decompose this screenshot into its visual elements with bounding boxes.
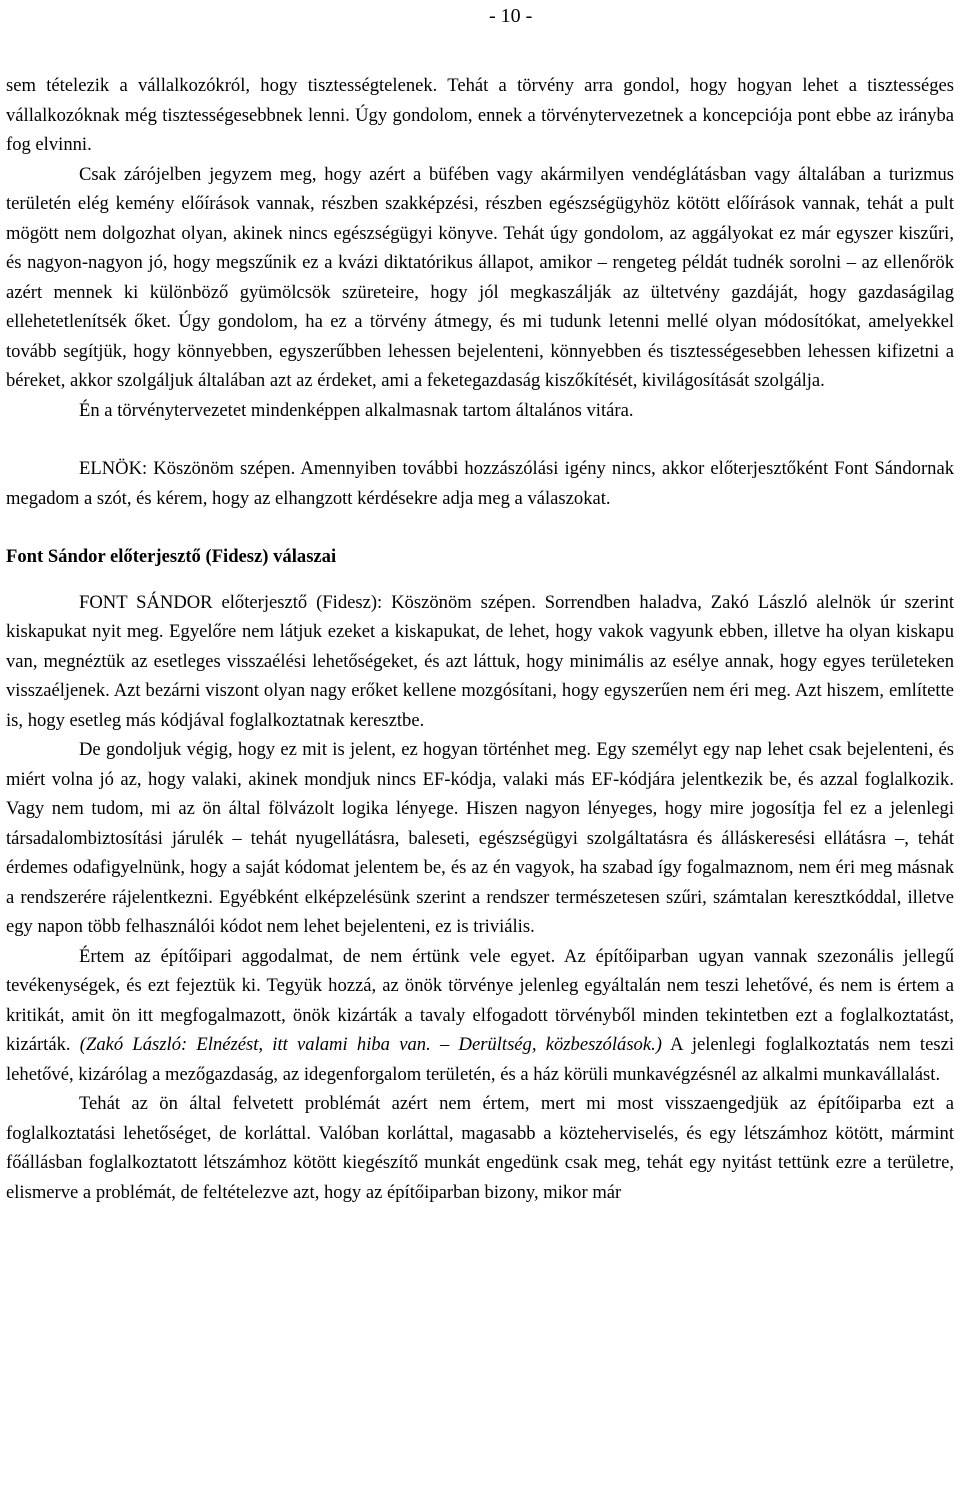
interjection: (Zakó László: Elnézést, itt valami hiba van. – Derültség, közbeszólások.): [79, 1034, 662, 1055]
paragraph-font-1: FONT SÁNDOR előterjesztő (Fidesz): Köszönöm szépen. Sorrendben haladva, Zakó László alelnök úr szerint kiskapukat nyit meg. Egyelőre nem látjuk ezeket a kiskapukat, de lehet, hogy vakok vagyunk ebben, illetve ha olyan kiskapu van, megnéztük az esetleges visszaélési lehetőségeket, és azt láttuk, hogy minimális az esélye annak, hogy egyes területeken visszaéljenek. Azt bezárni viszont olyan nagy erőket kellene mozgósítani, hogy egyszerűen nem éri meg. Azt hiszem, említette is, hogy esetleg más kódjával foglalkoztatnak keresztbe.: [6, 591, 954, 731]
paragraph-text: A jelenlegi foglalkoztatás nem teszi lehetővé, kizárólag a mezőgazdaság, az idegenforgalom területén, és a ház körüli munkavégzésnél az alkalmi munkavállalást.: [6, 1034, 954, 1085]
paragraph-font-4: Tehát az ön által felvetett problémát azért nem értem, mert mi most visszaengedjük az építőiparba ezt a foglalkoztatási lehetőséget, de korláttal. Valóban korláttal, magasabb a közteherviselés, és egy létszámhoz kötött, mármint főállásban foglalkoztatott létszámhoz kötött kiegészítő munkát engedünk csak meg, tehát egy nyitást tettünk ezre a területre, elismerve a problémát, de feltételezve azt, hogy az építőiparban bizony, mikor már: [6, 1093, 954, 1203]
page-number: - 10 -: [489, 5, 533, 27]
document-body: [6, 71, 954, 1207]
spacer: [6, 572, 954, 588]
paragraph-chair: ELNÖK: Köszönöm szépen. Amennyiben további hozzászólási igény nincs, akkor előterjesztőként Font Sándornak megadom a szót, és kérem, hogy az elhangzott kérdésekre adja meg a válaszokat.: [6, 458, 954, 509]
paragraph-font-2: De gondoljuk végig, hogy ez mit is jelent, ez hogyan történhet meg. Egy személyt egy nap lehet csak bejelenteni, és miért volna jó az, hogy valaki, akinek mondjuk nincs EF-kódja, valaki más EF-kódjára jelentkezik be, és azzal foglalkozik. Vagy nem tudom, mi az ön által fölvázolt logika lényege. Hiszen nagyon lényeges, hogy mire jogosítja fel ez a jelenlegi társadalombiztosítási járulék – tehát nyugellátásra, baleseti, egészségügyi szolgáltatásra és álláskeresési ellátásra –, tehát érdemes odafigyelnünk, hogy a saját kódomat jelentem be, és az én vagyok, ha szabad így fogalmaznom, nem éri meg másnak a rendszerére rájelentkezni. Egyébként elképzelésünk szerint a rendszer természetesen szűri, számtalan keresztkóddal, illetve egy napon több felhasználói kódot nem lehet bejelenteni, ez is triviális.: [6, 739, 954, 937]
paragraph-text: Értem az építőipari aggodalmat, de nem értünk vele egyet. Az építőiparban ugyan vannak szezonális jellegű tevékenységek, és ezt fejeztük ki. Tegyük hozzá, az önök törvénye jelenleg egyáltalán nem teszi lehetővé, és nem is értem a kritikát, amit ön itt megfogalmazott, önök kizárták a tavaly elfogadott törvényből minden tekintetben ezt a foglalkoztatást, kizárták.: [6, 945, 954, 1055]
section-heading: Font Sándor előterjesztő (Fidesz) válaszai: [6, 546, 337, 567]
paragraph-1: sem tételezik a vállalkozókról, hogy tisztességtelenek. Tehát a törvény arra gondol, hogy hogyan lehet a tisztességes vállalkozóknak még tisztességesebbnek lenni. Úgy gondolom, ennek a törvénytervezetnek a koncepciója pont ebbe az irányba fog elvinni.: [6, 75, 954, 155]
paragraph-font-3: [6, 942, 954, 1090]
spacer: [6, 425, 954, 454]
paragraph-2: Csak zárójelben jegyzem meg, hogy azért a büfében vagy akármilyen vendéglátásban vagy általában a turizmus területén elég kemény előírások vannak, részben szakképzési, részben egészségügyhöz kötött előírások vannak, tehát a pult mögött nem dolgozhat olyan, akinek nincs egészségügyi könyve. Tehát úgy gondolom, az aggályokat ez már egyszer kiszűri, és nagyon-nagyon jó, hogy megszűnik ez a kvázi diktatórikus állapot, amikor – rengeteg példát tudnék sorolni – az ellenőrök azért mennek ki különböző gyümölcsök szüreteire, hogy jól megkaszálják az ültetvény gazdáját, hogy gazdaságilag ellehetetlenítsék őket. Úgy gondolom, ha ez a törvény átmegy, és mi tudunk letenni mellé olyan módosítókat, amelyekkel tovább segítjük, hogy könnyebben, egyszerűbben lehessen bejelenteni, könnyebben és tisztességesebben lehessen kifizetni a béreket, akkor szolgáljuk általában azt az érdeket, ami a feketegazdaság kiszőkítését, kivilágosítását szolgálja.: [6, 163, 954, 391]
spacer: [6, 513, 954, 542]
paragraph-3: Én a törvénytervezetet mindenképpen alkalmasnak tartom általános vitára.: [79, 399, 634, 421]
